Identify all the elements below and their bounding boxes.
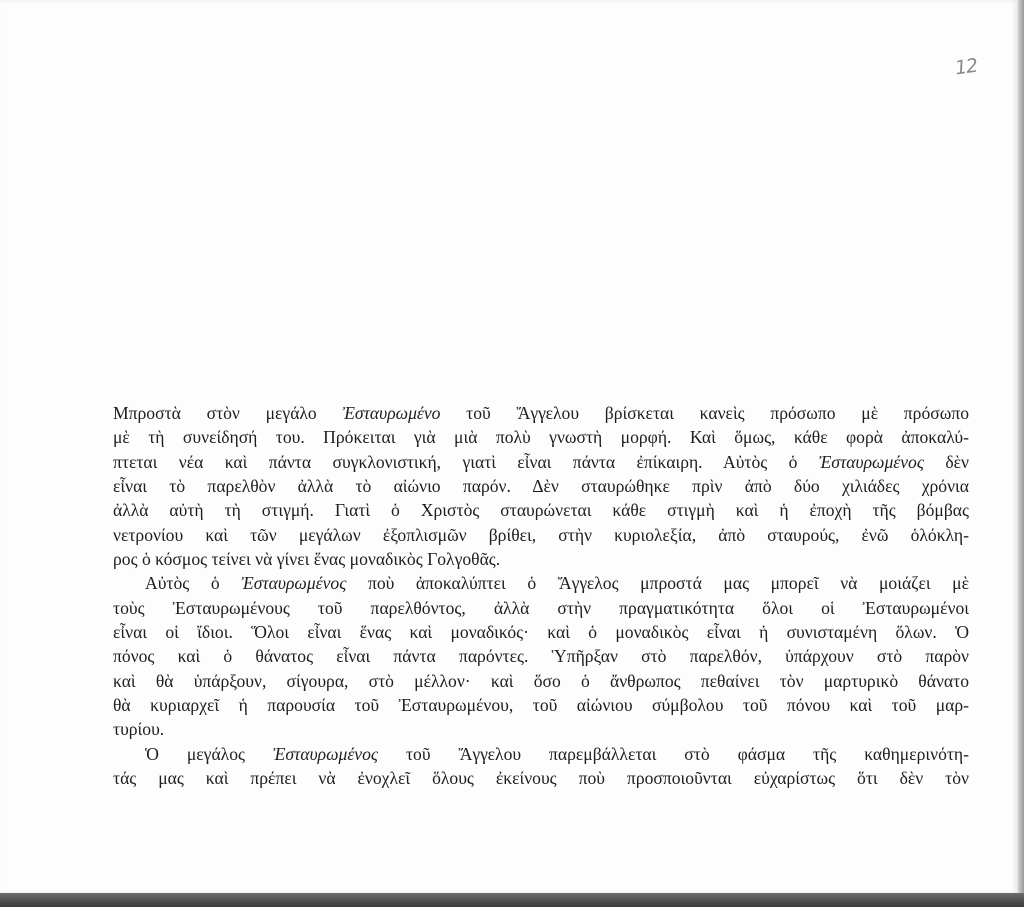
text-line (113, 547, 969, 571)
scan-edge-bottom (0, 893, 1024, 907)
text-run: ἀλλὰ αὐτὴ τὴ στιγμή. Γιατὶ ὁ Χριστὸς σταυρώνεται κάθε στιγμὴ καὶ ἡ ἐποχὴ τῆς βόμβας (113, 500, 969, 521)
italic-title: Ἐσταυρωμένο (342, 403, 441, 423)
text-run: ρος ὁ κόσμος τείνει νὰ γίνει ἕνας μοναδικὸς Γολγοθᾶς. (113, 549, 501, 570)
text-run: δὲν (923, 451, 969, 472)
text-run: καὶ θὰ ὑπάρξουν, σίγουρα, στὸ μέλλον· καὶ ὅσο ὁ ἄνθρωπος πεθαίνει τὸν μαρτυρικὸ θάνατο (113, 670, 969, 691)
text-line (113, 425, 969, 449)
text-line (113, 596, 969, 620)
text-line (113, 693, 969, 717)
handwritten-page-number: 12 (953, 54, 979, 80)
text-run: ποὺ ἀποκαλύπτει ὁ Ἄγγελος μπροστά μας μπορεῖ νὰ μοιάζει μὲ (346, 573, 969, 594)
text-run: εἶναι τὸ παρελθὸν ἀλλὰ τὸ αἰώνιο παρόν. Δὲν σταυρώθηκε πρὶν ἀπὸ δύο χιλιάδες χρόνια (113, 476, 969, 497)
text-run: Ὁ μεγάλος (145, 743, 273, 764)
text-run: θὰ κυριαρχεῖ ἡ παρουσία τοῦ Ἐσταυρωμένου, τοῦ αἰώνιου σύμβολου τοῦ πόνου καὶ τοῦ μαρ- (113, 695, 969, 716)
text-line (113, 571, 969, 595)
text-run: πόνος καὶ ὁ θάνατος εἶναι πάντα παρόντες. Ὑπῆρξαν στὸ παρελθόν, ὑπάρχουν στὸ παρὸν (113, 646, 969, 667)
paragraph (113, 742, 969, 791)
text-run: τοῦ Ἄγγελου βρίσκεται κανεὶς πρόσωπο μὲ πρόσωπο (440, 403, 969, 423)
page-edge-right (1018, 0, 1024, 893)
text-line (113, 644, 969, 668)
text-run: νετρονίου καὶ τῶν μεγάλων ἐξοπλισμῶν βρίθει, στὴν κυριολεξία, ἀπὸ σταυρούς, ἐνῶ ὁλόκλη- (113, 524, 969, 545)
text-line (113, 742, 969, 766)
text-run: τυρίου. (113, 719, 165, 740)
text-line (113, 620, 969, 644)
text-line (113, 498, 969, 522)
italic-title: Ἐσταυρωμένος (241, 573, 347, 594)
italic-title: Ἐσταυρωμένος (818, 451, 924, 472)
paragraph (113, 401, 969, 571)
paragraph (113, 571, 969, 741)
text-run: τοὺς Ἐσταυρωμένους τοῦ παρελθόντος, ἀλλὰ στὴν πραγματικότητα ὅλοι οἱ Ἐσταυρωμένοι (113, 597, 969, 618)
text-run: τοῦ Ἄγγελου παρεμβάλλεται στὸ φάσμα τῆς καθημερινότη- (378, 743, 969, 764)
italic-title: Ἐσταυρωμένος (272, 743, 379, 764)
text-run: πτεται νέα καὶ πάντα συγκλονιστική, γιατὶ εἶναι πάντα ἐπίκαιρη. Αὐτὸς ὁ (113, 451, 819, 472)
text-line (113, 450, 969, 474)
text-line (113, 474, 969, 498)
text-line (113, 717, 969, 741)
text-line (113, 766, 969, 790)
text-run: Αὐτὸς ὁ (145, 573, 242, 594)
text-run: εἶναι οἱ ἴδιοι. Ὅλοι εἶναι ἕνας καὶ μοναδικός· καὶ ὁ μοναδικὸς εἶναι ἡ συνισταμένη ὅλων. Ὁ (113, 622, 969, 643)
body-text (113, 401, 969, 791)
text-line (113, 669, 969, 693)
text-run: μὲ τὴ συνείδησή του. Πρόκειται γιὰ μιὰ πολὺ γνωστὴ μορφή. Καὶ ὅμως, κάθε φορὰ ἀποκαλύ- (113, 427, 969, 448)
text-run: Μπροστὰ στὸν μεγάλο (113, 403, 343, 423)
text-line (113, 523, 969, 547)
text-line (113, 401, 969, 425)
text-run: τάς μας καὶ πρέπει νὰ ἐνοχλεῖ ὅλους ἐκείνους ποὺ προσποιοῦνται εὐχαρίστως ὅτι δὲν τὸν (113, 768, 969, 789)
